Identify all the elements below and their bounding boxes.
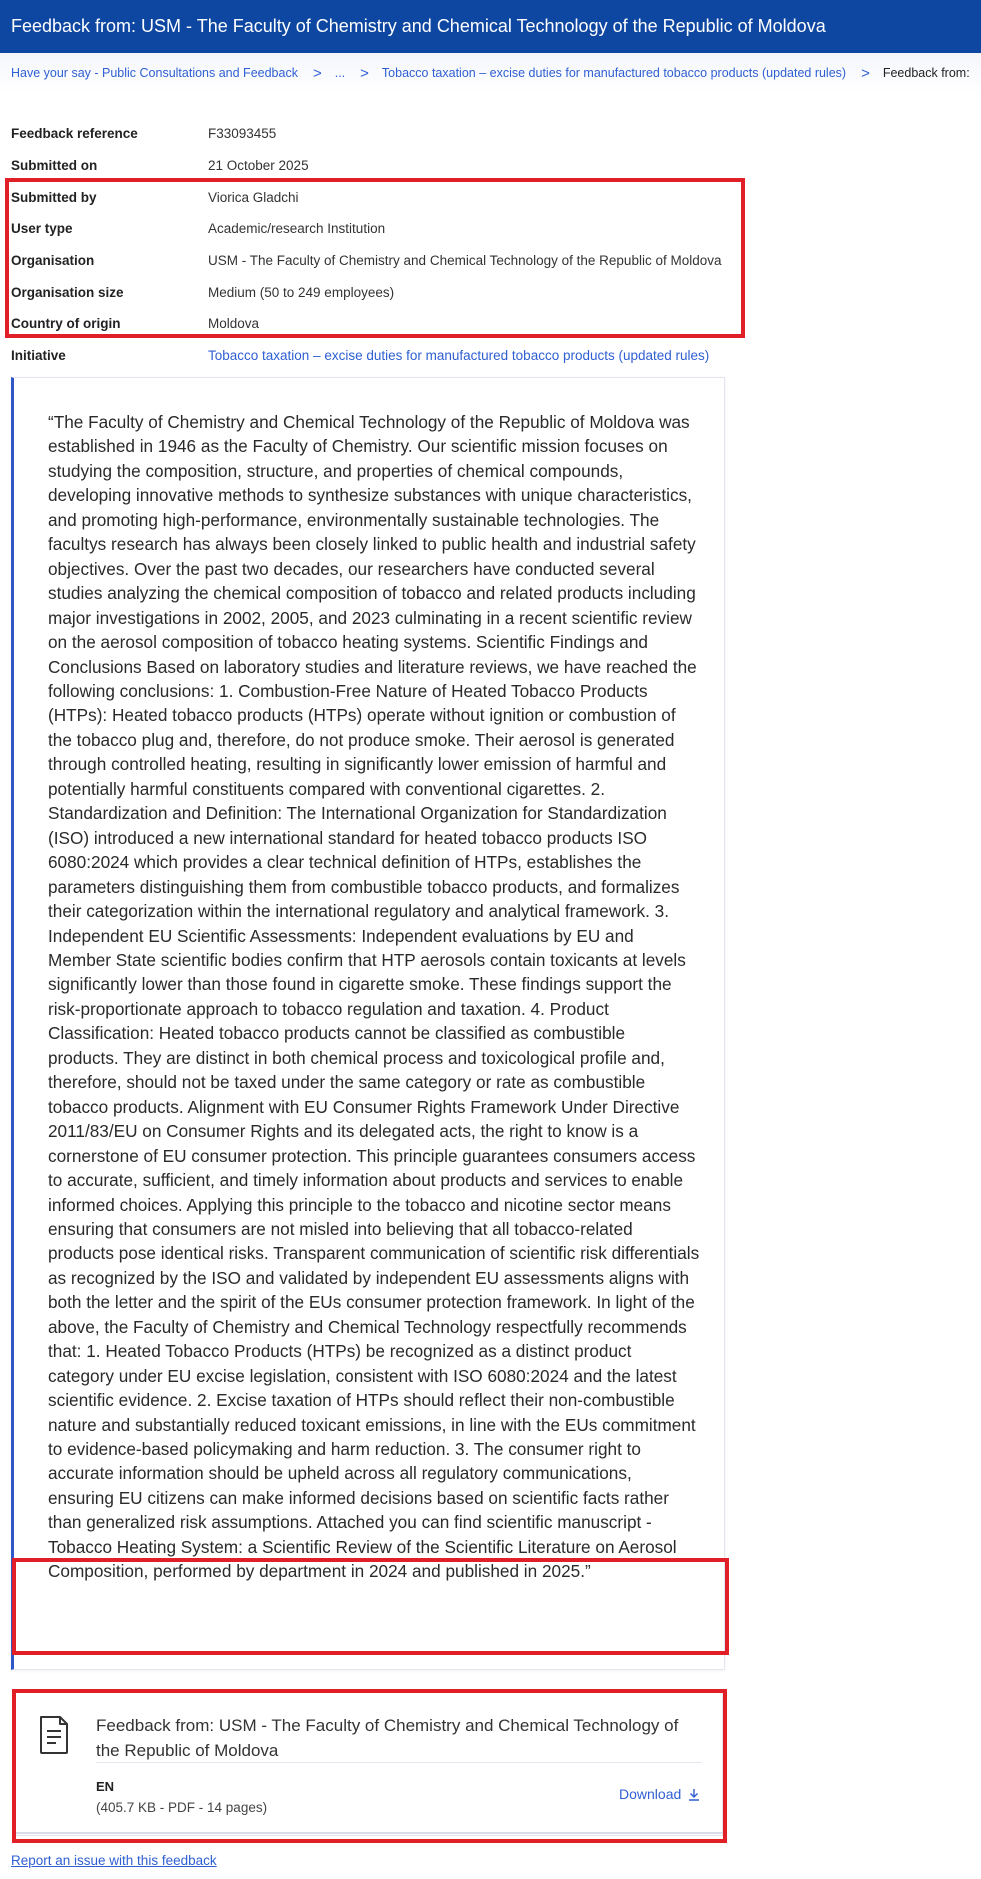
page-title: Feedback from: USM - The Faculty of Chemistry and Chemical Technology of the Republic of Moldova xyxy=(11,16,826,36)
detail-row-submitted-on xyxy=(11,150,722,182)
feedback-reference: F33093455 xyxy=(208,126,277,142)
detail-label: Submitted on xyxy=(11,158,98,174)
detail-row-reference xyxy=(11,118,722,150)
detail-label: Feedback reference xyxy=(11,126,138,142)
attachment-title: Feedback from: USM - The Faculty of Chemistry and Chemical Technology of the Republic of Moldova xyxy=(96,1716,679,1760)
page-header xyxy=(0,0,981,53)
highlight-box-attachment-note xyxy=(12,1558,729,1655)
submitted-by-value: Viorica Gladchi xyxy=(208,189,299,205)
detail-label: Country of origin xyxy=(11,316,121,332)
breadcrumb-item-have-your-say[interactable]: Have your say - Public Consultations and Feedback xyxy=(11,66,298,80)
chevron-right-icon: > xyxy=(312,64,322,82)
breadcrumb xyxy=(0,53,981,93)
detail-label: Organisation xyxy=(11,253,95,269)
detail-label: Initiative xyxy=(11,348,66,364)
feedback-text: “The Faculty of Chemistry and Chemical Technology of the Republic of Moldova was established in 1946 as the Faculty of Chemistry. Our scientific mission focuses on studying the composition, structure, and properties of chemical compounds, developing innovative methods to synthesize substances with unique characteristics, and promoting high-performance, environmentally sustainable technologies. The facultys research has always been closely linked to public health and industrial safety objectives. Over the past two decades, our researchers have conducted several studies analyzing the chemical composition of tobacco and related products including major investigations in 2002, 2005, and 2023 culminating in a recent scientific review on the aerosol composition of tobacco heating systems. Scientific Findings and Conclusions Based on laboratory studies and literature reviews, we have reached the following conclusions: 1. Combustion-Free Nature of Heated Tobacco Products (HTPs): Heated tobacco products (HTPs) operate without ignition or combustion of the tobacco plug and, therefore, do not produce smoke. Their aerosol is generated through controlled heating, resulting in significantly lower emission of harmful and potentially harmful constituents compared with conventional cigarettes. 2. Standardization and Definition: The International Organization for Standardization (ISO) introduced a new international standard for heated tobacco products ISO 6080:2024 which provides a clear technical definition of HTPs, establishes the parameters distinguishing them from combustible tobacco products, and formalizes their categorization within the international regulatory and analytical framework. 3. Independent EU Scientific Assessments: Independent evaluations by EU and Member State scientific bodies confirm that HTP aerosols contain toxicants at levels significantly lower than those found in cigarette smoke. These findings support the risk-proportionate approach to tobacco regulation and taxation. 4. Product Classification: Heated tobacco products cannot be classified as combustible products. They are distinct in both chemical process and toxicological profile and, therefore, should not be taxed under the same category or rate as combustible tobacco products. Alignment with EU Consumer Rights Framework Under Directive 2011/83/EU on Consumer Rights and its delegated acts, the right to know is a cornerstone of EU consumer protection. This principle guarantees consumers access to accurate, sufficient, and timely information about products and services to enable informed choices. Applying this principle to the tobacco and nicotine sector means ensuring that consumers are not misled into believing that all tobacco-related products pose identical risks. Transparent communication of scientific risk differentials as recognized by the ISO and validated by independent EU assessments aligns with both the letter and the spirit of the EUs consumer protection framework. In light of the above, the Faculty of Chemistry and Chemical Technology respectfully recommends that: 1. Heated Tobacco Products (HTPs) be recognized as a distinct product category under EU excise legislation, consistent with ISO 6080:2024 and the latest scientific evidence. 2. Excise taxation of HTPs should reflect their non-combustible nature and substantially reduced toxicant emissions, in line with the EUs commitment to evidence-based policymaking and harm reduction. 3. The consumer right to accurate information should be upheld across all regulatory communications, ensuring EU citizens can make informed decisions based on scientific facts rather than generalized risk assumptions. Attached you can find scientific manuscript - Tobacco Heating System: a Scientific Review of the Scientific Literature on Aerosol Composition, performed by department in 2024 and published in 2025.” xyxy=(48,412,700,1582)
organisation-size-value: Medium (50 to 249 employees) xyxy=(208,284,395,300)
detail-label: User type xyxy=(11,221,73,237)
chevron-right-icon: > xyxy=(861,64,870,82)
organisation-value: USM - The Faculty of Chemistry and Chemical Technology of the Republic of Moldova xyxy=(208,253,722,269)
report-issue-link[interactable]: Report an issue with this feedback xyxy=(11,1853,217,1868)
chevron-right-icon: > xyxy=(360,64,369,82)
user-type-value: Academic/research Institution xyxy=(208,221,386,237)
highlight-box-attachment xyxy=(12,1689,727,1843)
breadcrumb-current: Feedback from: xyxy=(882,66,970,80)
breadcrumb-item-initiative[interactable]: Tobacco taxation – excise duties for manufactured tobacco products (updated rules) xyxy=(381,66,847,80)
detail-label: Submitted by xyxy=(11,189,97,205)
highlight-box-submitter xyxy=(5,178,745,338)
detail-label: Organisation size xyxy=(11,284,124,300)
attachment-language: EN xyxy=(96,1779,115,1794)
breadcrumb-item-ellipsis[interactable]: ... xyxy=(334,66,346,80)
initiative-link[interactable]: Tobacco taxation – excise duties for manufactured tobacco products (updated rules) xyxy=(208,348,710,364)
detail-row-initiative xyxy=(11,340,722,372)
country-value: Moldova xyxy=(208,316,260,332)
submitted-on-value: 21 October 2025 xyxy=(208,158,309,174)
download-label: Download xyxy=(619,1786,682,1802)
attachment-info: (405.7 KB - PDF - 14 pages) xyxy=(96,1800,268,1815)
